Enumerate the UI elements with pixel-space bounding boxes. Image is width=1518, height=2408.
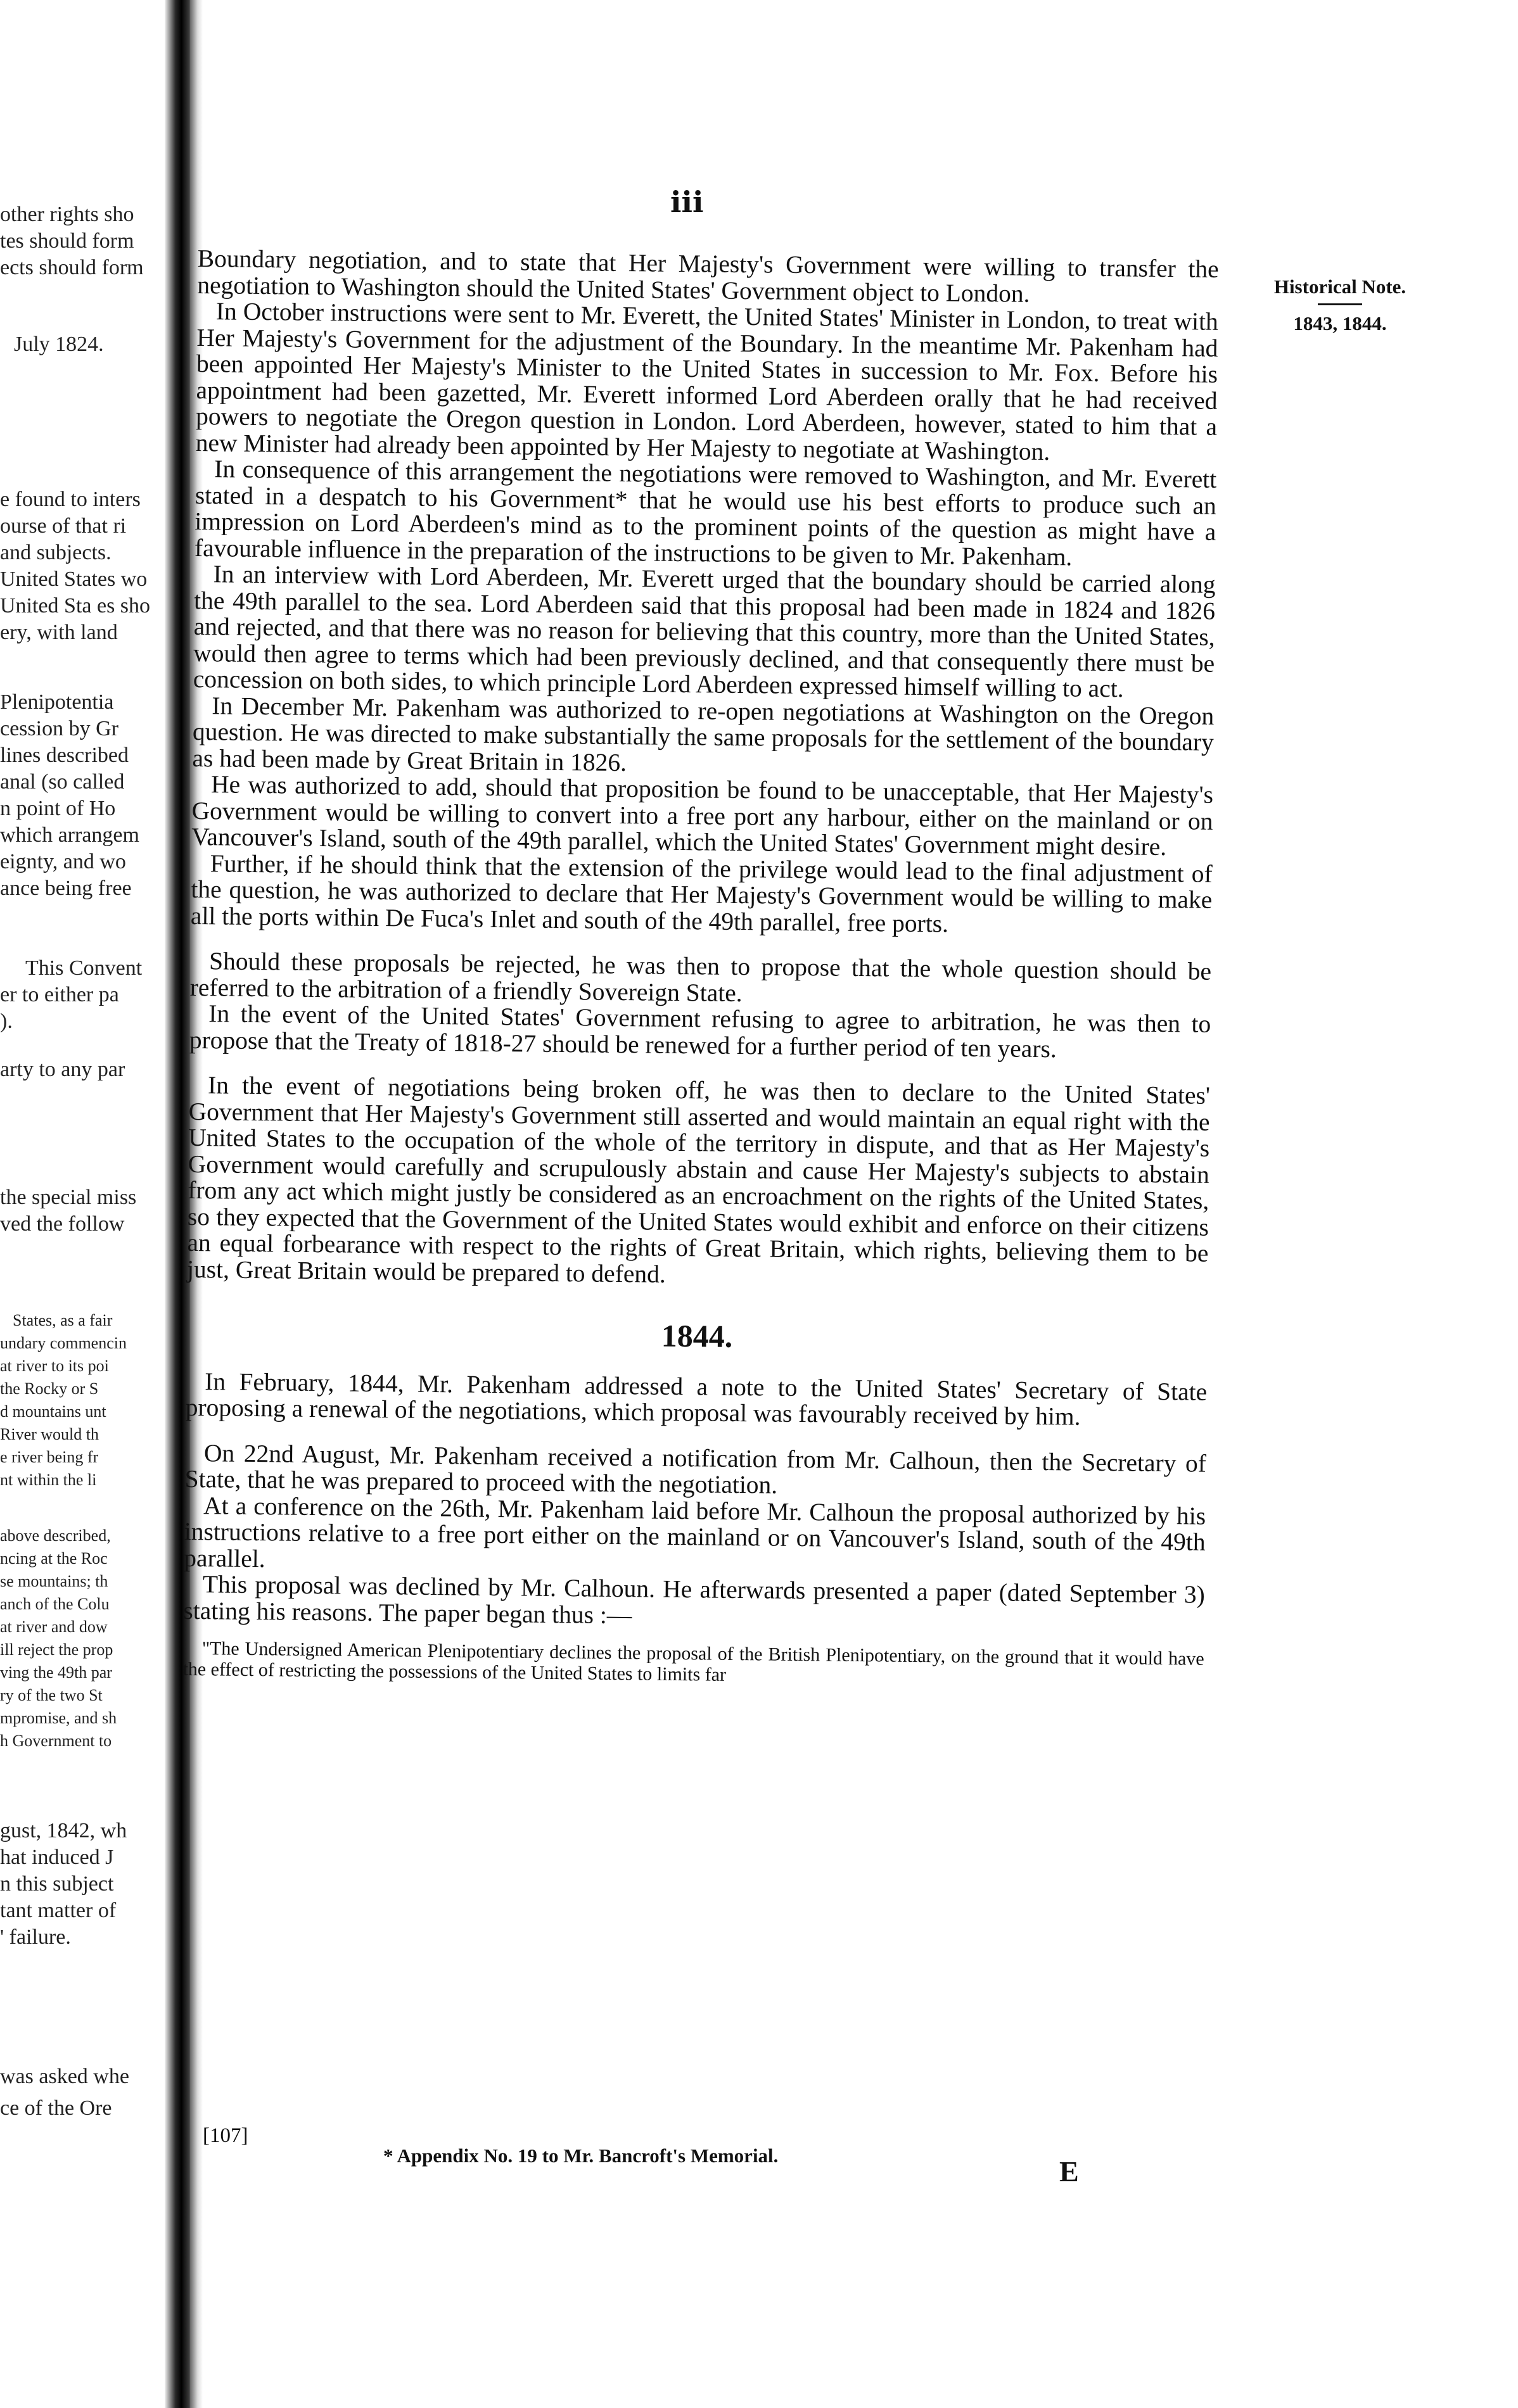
sidenote-years: 1843, 1844. — [1293, 312, 1387, 334]
facing-line: ving the 49th par — [0, 1663, 112, 1682]
facing-line: ill reject the prop — [0, 1640, 113, 1659]
paragraph: Should these proposals be rejected, he was then to propose that the whole question should be referred to the arbitration of a friendly Sovereign State. — [189, 947, 1212, 1007]
facing-line: River would th — [0, 1425, 99, 1443]
facing-line: d mountains unt — [0, 1402, 106, 1421]
facing-line: anch of the Colu — [0, 1595, 110, 1613]
facing-line: was asked whe — [0, 2065, 129, 2088]
facing-line: n this subject — [0, 1872, 114, 1896]
facing-line: n point of Ho — [0, 797, 116, 820]
facing-line: the Rocky or S — [0, 1379, 99, 1398]
section-heading-1844: 1844. — [661, 1317, 733, 1354]
facing-line: ce of the Ore — [0, 2096, 112, 2120]
paragraph: He was authorized to add, should that proposition be found to be unacceptable, that Her Majesty's Government would be willing to convert into a free port any harbour, either on the mainland or on Vancouver's Island, south of the 49th parallel, which the United States' Government might desire. — [191, 770, 1214, 861]
facing-line: ance being free — [0, 877, 132, 900]
facing-line: ' failure. — [0, 1925, 71, 1949]
facing-line: undary commencin — [0, 1334, 127, 1352]
facing-line: hat induced J — [0, 1846, 114, 1869]
facing-line: above described, — [0, 1526, 111, 1545]
paragraph: Boundary negotiation, and to state that Her Majesty's Government were willing to transfer the negotiation to Washington should the United States' Government object to London. — [197, 244, 1219, 308]
paragraph: At a conference on the 26th, Mr. Pakenham laid before Mr. Calhoun the proposal authorized by his instructions relative to a free port either on the mainland or on Vancouver's Island, south of the 49th parallel. — [184, 1491, 1206, 1573]
facing-line: ). — [0, 1010, 13, 1033]
facing-line: lines described — [0, 744, 129, 767]
facing-line: se mountains; th — [0, 1572, 108, 1590]
facing-line: mpromise, and sh — [0, 1709, 117, 1727]
facing-line: arty to any par — [0, 1058, 125, 1081]
facing-line: at river and dow — [0, 1618, 108, 1636]
facing-line: the special miss — [0, 1186, 137, 1209]
facing-line: ved the follow — [0, 1212, 125, 1236]
margin-sidenote — [1261, 272, 1419, 338]
facing-page-fragments — [0, 190, 158, 2153]
paragraph: This proposal was declined by Mr. Calhoun. He afterwards presented a paper (dated September 3) stating his reasons. The paper began thus :— — [183, 1570, 1206, 1629]
facing-line: ery, with land — [0, 621, 118, 644]
paragraph: In October instructions were sent to Mr. Everett, the United States' Minister in London, to treat with Her Majesty's Government for the adjustment of the Boundary. In the meantime Mr. Pakenham had been appointed Her Majesty's Minister to the United States in succession to Mr. Fox. Before his appointment had been gazetted, Mr. Everett informed Lord Aberdeen orally that he had received powers to negotiate the Oregon question in London. Lord Aberdeen, however, stated to him that a new Minister had already been appointed by Her Majesty to negotiate at Washington. — [195, 297, 1219, 466]
facing-line: er to either pa — [0, 983, 119, 1006]
facing-line: other rights sho — [0, 203, 134, 226]
sidenote-rule — [1318, 303, 1362, 305]
footnote: * Appendix No. 19 to Mr. Bancroft's Memorial. — [383, 2145, 779, 2167]
paragraph: In an interview with Lord Aberdeen, Mr. Everett urged that the boundary should be carried along the 49th parallel to the sea. Lord Aberdeen said that this proposal had been made in 1824 and 1826 and rejected, and that there was no reason for believing that this country, more than the United States, would then agree to terms which had been previously declined, and that consequently there must be concession on both sides, to which principle Lord Aberdeen expressed himself willing to act. — [193, 560, 1216, 703]
facing-line: nt within the li — [0, 1471, 97, 1489]
facing-line: e found to inters — [0, 488, 141, 511]
facing-line: This Convent — [25, 956, 143, 980]
paragraph: In December Mr. Pakenham was authorized to re-open negotiations at Washington on the Oregon question. He was directed to make substantially the same proposals for the settlement of the boundary as had been made by Great Britain in 1826. — [192, 691, 1215, 776]
paragraph: Further, if he should think that the extension of the privilege would lead to the final adjustment of the question, he was authorized to declare that Her Majesty's Government would be willing to make all the ports within De Fuca's Inlet and south of the 49th parallel, free ports. — [190, 849, 1213, 937]
facing-line: gust, 1842, wh — [0, 1819, 127, 1842]
facing-line: July 1824. — [14, 333, 104, 356]
facing-line: anal (so called — [0, 770, 125, 794]
paragraph: On 22nd August, Mr. Pakenham received a notification from Mr. Calhoun, then the Secretary of State, that he was prepared to proceed with the negotiation. — [184, 1438, 1207, 1499]
facing-line: States, as a fair — [13, 1311, 113, 1329]
facing-line: e river being fr — [0, 1448, 99, 1466]
facing-line: ects should form — [0, 256, 144, 279]
facing-line: tes should form — [0, 229, 134, 253]
facing-line: at river to its poi — [0, 1357, 109, 1375]
quoted-passage: "The Undersigned American Plenipotentiary declines the proposal of the British Plenipotentiary, on the ground that it would have the effect of restricting the possessions of the United States to limits far — [182, 1638, 1204, 1685]
facing-line: Plenipotentia — [0, 690, 114, 714]
signature-mark: E — [1059, 2155, 1079, 2188]
facing-line: tant matter of — [0, 1899, 117, 1922]
paragraph: In the event of the United States' Government refusing to agree to arbitration, he was then to propose that the Treaty of 1818-27 should be renewed for a further period of ten years. — [189, 999, 1211, 1063]
facing-line: United Sta es sho — [0, 594, 151, 618]
facing-line: ry of the two St — [0, 1686, 103, 1704]
facing-line: ourse of that ri — [0, 514, 127, 538]
paragraph: In consequence of this arrangement the negotiations were removed to Washington, and Mr. Everett stated in a despatch to his Government* that he would use his best efforts to produce such an impression on Lord Aberdeen's mind as to the prominent points of the question as might have a favourable influence in the preparation of the instructions to be given to Mr. Pakenham. — [194, 455, 1217, 571]
facing-line: h Government to — [0, 1732, 112, 1750]
main-text — [182, 246, 1219, 1690]
facing-line: which arrangem — [0, 823, 139, 847]
facing-line: ncing at the Roc — [0, 1549, 108, 1568]
sheet-number: [107] — [203, 2124, 248, 2147]
facing-line: cession by Gr — [0, 717, 118, 740]
paragraph: In the event of negotiations being broken off, he was then to declare to the United States' Government that Her Majesty's Government still asserted and would maintain an equal right with the United States to the occupation of the whole of the territory in dispute, and that as Her Majesty's Government would carefully and scrupulously abstain and cause Her Majesty's subjects to abstain from any act which might justly be considered as an encroachment on the rights of the United States, so they expected that the Government of the United States would exhibit and enforce on their citizens an equal forbearance with respect to the rights of Great Britain, which rights, believing them to be just, Great Britain would be prepared to defend. — [186, 1071, 1211, 1288]
facing-line: and subjects. — [0, 541, 112, 564]
paragraph: In February, 1844, Mr. Pakenham addressed a note to the United States' Secretary of State proposing a renewal of the negotiations, which proposal was favourably received by him. — [185, 1367, 1208, 1431]
facing-line: eignty, and wo — [0, 850, 126, 873]
facing-line: United States wo — [0, 567, 148, 591]
sidenote-title: Historical Note. — [1273, 276, 1406, 298]
page-folio: iii — [670, 185, 704, 219]
